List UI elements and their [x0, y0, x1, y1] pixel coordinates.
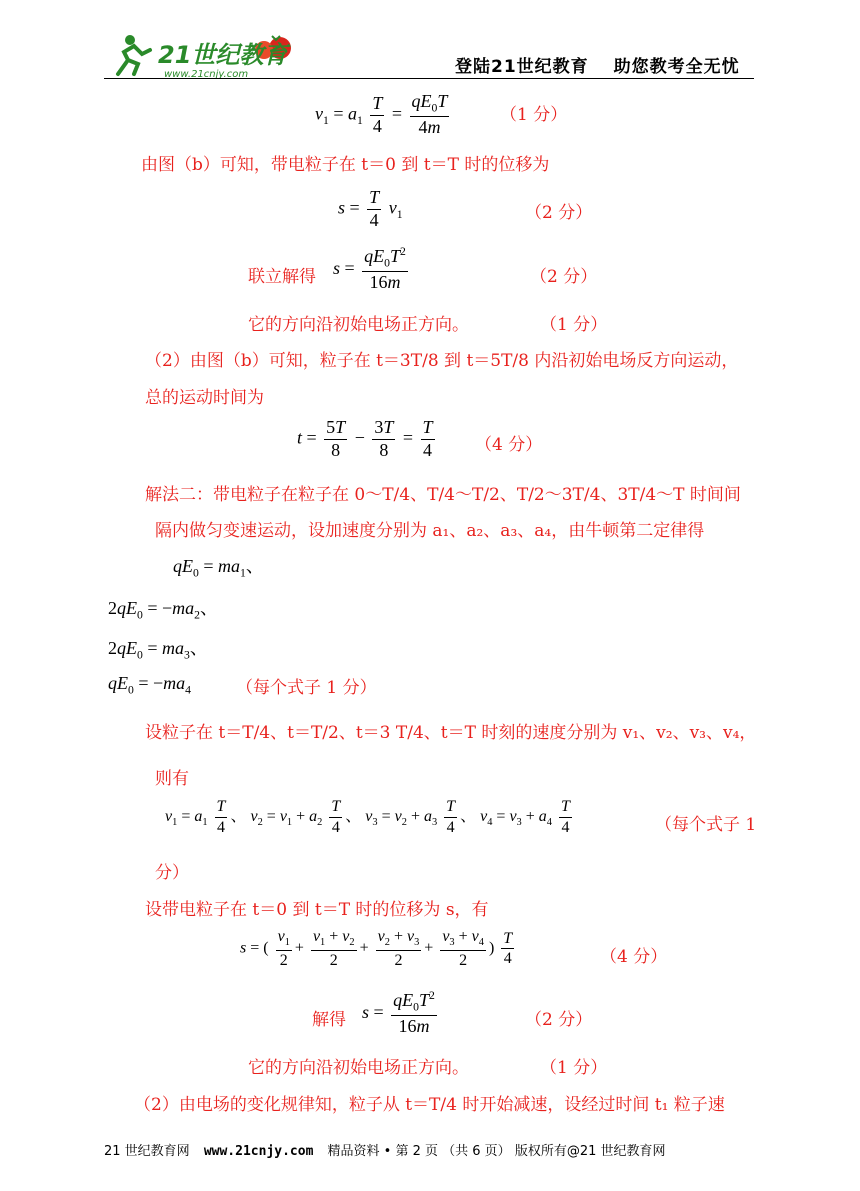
text-line: 由图（b）可知，带电粒子在 t＝0 到 t＝T 时的位移为: [141, 155, 550, 175]
formula-v1: $v_1 = a_1$ $\frac{T}{4}$ = $\frac{qE_0T}{4m}$: [315, 91, 448, 138]
footer-url[interactable]: www.21cnjy.com: [203, 1144, 314, 1159]
text-line: 隔内做匀变速运动，设加速度分别为 a₁、a₂、a₃、a₄，由牛顿第二定律得: [155, 521, 705, 541]
score-label: （每个式子 1: [655, 815, 757, 835]
score-label: （1 分）: [540, 1058, 608, 1078]
score-label: （1 分）: [540, 315, 608, 335]
footer-info: 精品资料 • 第 2 页 （共 6 页） 版权所有@21 世纪教育网: [327, 1144, 666, 1159]
score-label: （2 分）: [525, 203, 593, 223]
text-label: 联立解得: [248, 267, 316, 287]
text-line: （2）由图（b）可知，粒子在 t＝3T/8 到 t＝5T/8 内沿初始电场反方向运动，: [145, 351, 739, 371]
text-line: 解法二：带电粒子在粒子在 0～T/4、T/4～T/2、T/2～3T/4、3T/4～T 时间间: [145, 485, 741, 505]
score-label: 分）: [155, 863, 189, 883]
score-label: （2 分）: [530, 267, 598, 287]
formula-s-result: s = $\frac{qE_0T^2}{16m}$: [333, 245, 406, 293]
equation-4: $qE_0 = -ma_4$: [108, 673, 191, 697]
text-line: 设粒子在 t＝T/4、t＝T/2、t＝3 T/4、t＝T 时刻的速度分别为 v₁、v₂、v₃、v₄，: [145, 723, 757, 743]
svg-text:www.21cnjy.com: www.21cnjy.com: [164, 69, 249, 80]
header-divider: [104, 78, 754, 79]
text-line: 总的运动时间为: [145, 388, 264, 408]
logo: [112, 30, 302, 80]
runner-figure-icon: [118, 35, 150, 74]
formula-displacement: s = ( $\frac{v_1}{2}$ + $\frac{v_1 + v_2}{2}$ + $\frac{v_2 + v_3}{2}$ + $\frac{v_3 + v_4}{2}$ ) $\frac{T}{4}$: [240, 928, 513, 969]
text-line: 设带电粒子在 t＝0 到 t＝T 时的位移为 s，有: [145, 900, 489, 920]
formula-t: t = $\frac{5T}{8}$ − $\frac{3T}{8}$ = $\frac{T}{4}$: [297, 417, 433, 460]
text-line: 则有: [155, 769, 189, 789]
score-label: （4 分）: [475, 435, 543, 455]
equation-2: $2qE_0 = -ma_2$、: [108, 598, 218, 622]
score-label: （每个式子 1 分）: [236, 678, 377, 698]
equation-3: $2qE_0 = ma_3$、: [108, 638, 208, 662]
formula-velocities: $v_1 = a_1$ $\frac{T}{4}$ 、 $v_2 = v_1 + a_2$ $\frac{T}{4}$ 、 $v_3 = v_2 + a_3$ $\frac{T}{4}$ 、 $v_4 = v_3 + a_4$ $\frac{T}{4}$: [165, 798, 570, 836]
footer-site: 21 世纪教育网: [104, 1144, 190, 1159]
score-label: （4 分）: [600, 947, 668, 967]
header-slogan: 登陆21世纪教育 助您教考全无忧: [455, 57, 740, 77]
text-line: （2）由电场的变化规律知，粒子从 t＝T/4 时开始减速，设经过时间 t₁ 粒子速: [134, 1095, 725, 1115]
text-line: 它的方向沿初始电场正方向。: [248, 1058, 469, 1078]
score-label: （2 分）: [525, 1010, 593, 1030]
text-label: 解得: [312, 1010, 346, 1030]
svg-text:21世纪教育: 21世纪教育: [158, 41, 288, 69]
score-label: （1 分）: [500, 105, 568, 125]
formula-s-result-2: s = $\frac{qE_0T^2}{16m}$: [362, 989, 435, 1037]
text-line: 它的方向沿初始电场正方向。: [248, 315, 469, 335]
footer: [104, 1140, 666, 1159]
formula-s: s = $\frac{T}{4}$ $v_1$: [338, 187, 403, 230]
equation-1: $qE_0 = ma_1$、: [173, 556, 264, 580]
